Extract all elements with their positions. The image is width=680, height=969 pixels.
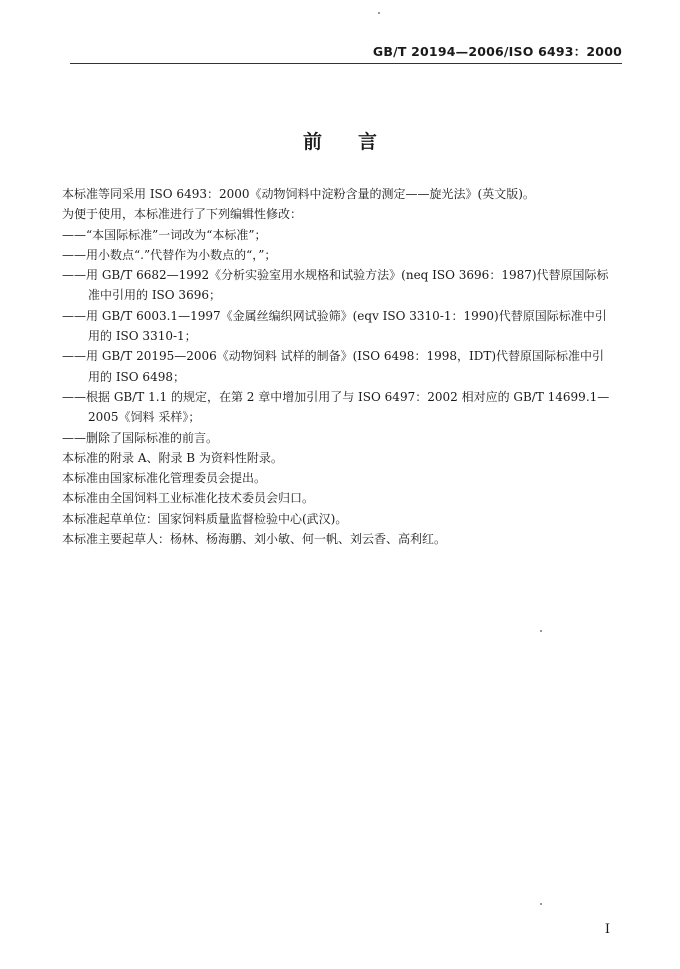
list-item-gbt6682-cont: 准中引用的 ISO 3696； [88,288,221,303]
page-title: 前言 [302,131,413,153]
list-item-delete-foreword: ——删除了国际标准的前言。 [62,430,219,445]
list-item-decimal-point: ——用小数点“.”代替作为小数点的“，”； [62,247,277,262]
scan-speck [540,630,542,632]
paragraph-edit-intro: 为便于使用，本标准进行了下列编辑性修改： [62,207,303,222]
paragraph-drafting-unit: 本标准起草单位：国家饲料质量监督检验中心(武汉)。 [62,511,348,526]
paragraph-proposed-by: 本标准由国家标准化管理委员会提出。 [62,471,267,486]
standard-code-header: GB/T 20194—2006/ISO 6493：2000 [372,44,622,59]
scan-speck [378,12,380,14]
page-number: I [604,922,610,937]
scan-speck [540,903,542,905]
paragraph-technical-committee: 本标准由全国饲料工业标准化技术委员会归口。 [62,491,315,506]
list-item-gbt6003-cont: 用的 ISO 3310-1； [88,329,197,344]
paragraph-adoption: 本标准等同采用 ISO 6493：2000《动物饲料中淀粉含量的测定——旋光法》(英文版)。 [62,187,535,201]
list-item-term-change: ——“本国际标准”一词改为“本标准”； [62,227,267,242]
foreword-body [62,184,632,549]
list-item-gbt20195-cont: 用的 ISO 6498； [88,369,185,384]
list-item-gbt6003: ——用 GB/T 6003.1—1997《金属丝编织网试验筛》(eqv ISO 3310-1：1990)代替原国际标准中引 [62,308,607,323]
list-item-gbt6682: ——用 GB/T 6682—1992《分析实验室用水规格和试验方法》(neq ISO 3696：1987)代替原国际标 [62,268,609,283]
header-rule [70,63,622,64]
list-item-gbt20195: ——用 GB/T 20195—2006《动物饲料 试样的制备》(ISO 6498：1998，IDT)代替原国际标准中引 [62,349,605,364]
paragraph-drafters: 本标准主要起草人：杨林、杨海鹏、刘小敏、何一帆、刘云香、高利红。 [62,532,447,547]
list-item-gbt1-1-cont: 2005《饲料 采样》； [88,410,201,425]
list-item-gbt1-1: ——根据 GB/T 1.1 的规定，在第 2 章中增加引用了与 ISO 6497：2002 相对应的 GB/T 14699.1— [62,389,610,404]
paragraph-annexes: 本标准的附录 A、附录 B 为资料性附录。 [62,450,283,465]
